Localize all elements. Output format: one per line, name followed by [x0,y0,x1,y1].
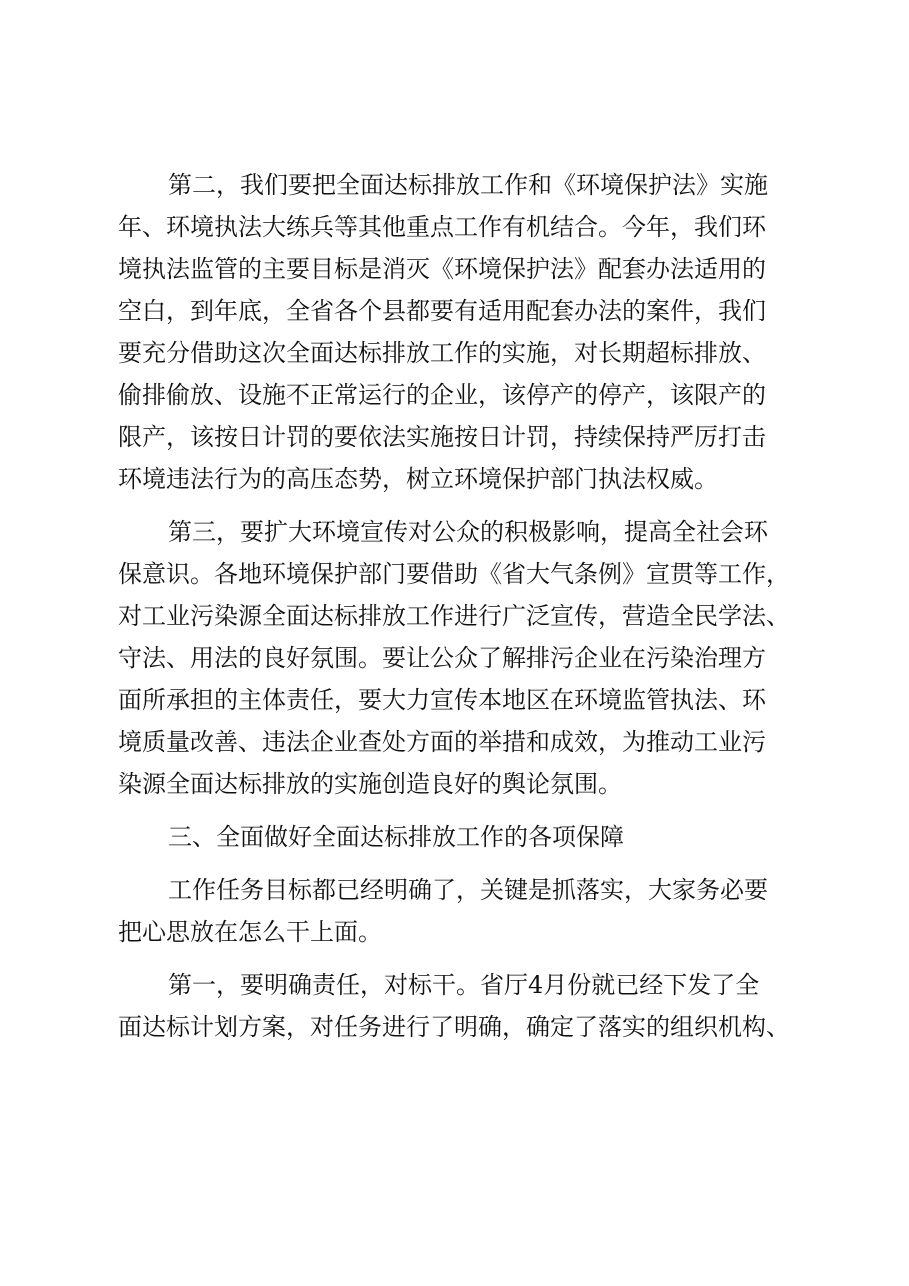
paragraph-gap [118,858,803,869]
paragraph-gap [118,953,803,964]
text-line: 第二，我们要把全面达标排放工作和《环境保护法》实施 [168,171,768,199]
text-line: 空白，到年底，全省各个县都要有适用配套办法的案件，我们 [118,297,766,325]
text-line: 把心思放在怎么干上面。 [118,918,382,946]
text-line: 境质量改善、违法企业查处方面的举措和成效，为推动工业污 [118,728,766,756]
text-line: 第三，要扩大环境宣传对公众的积极影响，提高全社会环 [168,518,768,546]
text-line: 染源全面达标排放的实施创造良好的舆论氛围。 [118,770,622,798]
text-line: 保意识。各地环境保护部门要借助《省大气条例》宣贯等工作， [118,560,790,588]
text-line: 工作任务目标都已经明确了，关键是抓落实，大家务必要 [168,876,768,904]
text-line: 境执法监管的主要目标是消灭《环境保护法》配套办法适用的 [118,255,766,283]
document-body [118,164,803,1048]
heading-line: 三、全面做好全面达标排放工作的各项保障 [168,823,624,851]
paragraph-first-point [118,964,803,1048]
text-line: 面所承担的主体责任，要大力宣传本地区在环境监管执法、环 [118,686,766,714]
text-line: 面达标计划方案，对任务进行了明确，确定了落实的组织机构、 [118,1013,790,1041]
paragraph-third-point [118,511,803,805]
text-line: 年、环境执法大练兵等其他重点工作有机结合。今年，我们环 [118,213,766,241]
text-line: 第一，要明确责任，对标干。省厅4月份就已经下发了全 [168,971,760,999]
text-line: 限产，该按日计罚的要依法实施按日计罚，持续保持严厉打击 [118,423,766,451]
text-line: 对工业污染源全面达标排放工作进行广泛宣传，营造全民学法、 [118,602,790,630]
paragraph-second-point [118,164,803,500]
text-line: 守法、用法的良好氛围。要让公众了解排污企业在污染治理方 [118,644,766,672]
text-line: 偷排偷放、设施不正常运行的企业，该停产的停产，该限产的 [118,381,766,409]
text-line: 要充分借助这次全面达标排放工作的实施，对长期超标排放、 [118,339,766,367]
paragraph-intro [118,869,803,953]
text-line: 环境违法行为的高压态势，树立环境保护部门执法权威。 [118,465,718,493]
paragraph-gap [118,500,803,511]
section-heading [118,816,803,858]
paragraph-gap [118,805,803,816]
